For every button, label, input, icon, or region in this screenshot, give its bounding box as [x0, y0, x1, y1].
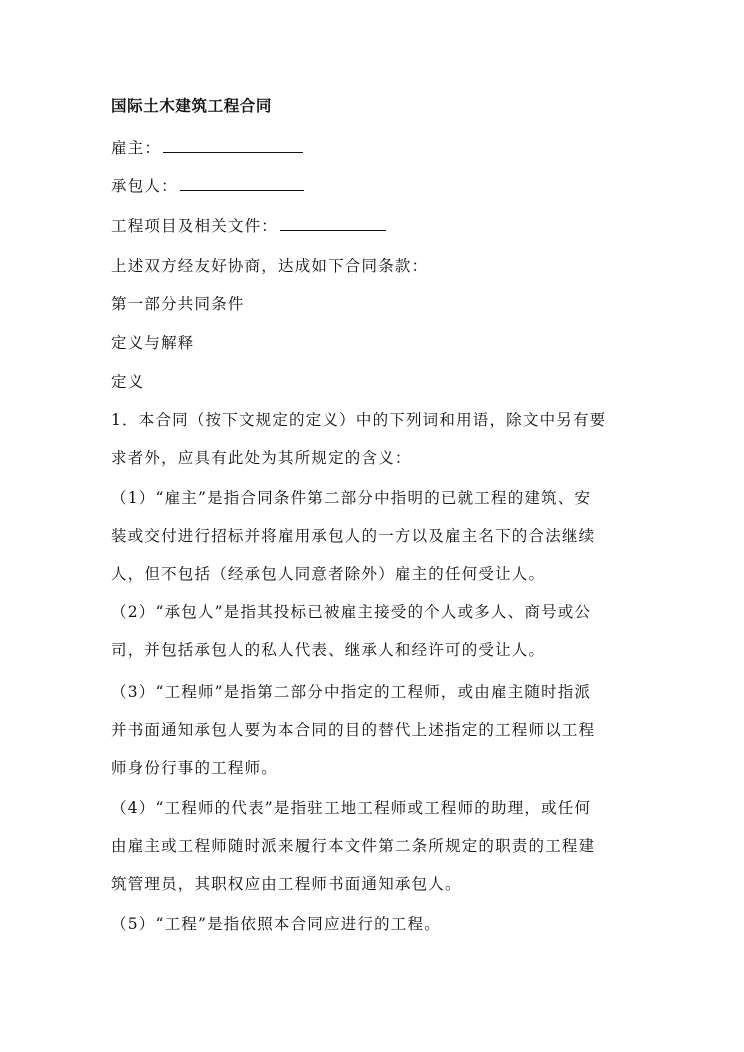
item-3-line: （3）“工程师”是指第二部分中指定的工程师，或由雇主随时指派 — [111, 683, 592, 701]
item-1-line: （1）“雇主”是指合同条件第二部分中指明的已就工程的建筑、安 — [111, 489, 592, 507]
preamble: 上述双方经友好协商，达成如下合同条款： — [111, 257, 429, 275]
item-2 — [111, 602, 641, 678]
part-heading: 第一部分共同条件 — [111, 295, 245, 313]
clause-1 — [111, 410, 641, 486]
item-5-line: （5）“工程”是指依照本合同应进行的工程。 — [111, 915, 441, 933]
contractor-blank — [180, 176, 304, 191]
item-3-line: 师身份行事的工程师。 — [111, 759, 279, 777]
item-4-line: （4）“工程师的代表”是指驻工地工程师或工程师的助理，或任何 — [111, 799, 592, 817]
contractor-field — [111, 176, 304, 196]
item-2-line: 司，并包括承包人的私人代表、继承人和经许可的受让人。 — [111, 641, 546, 659]
project-field — [111, 216, 386, 236]
clause-1-line: 1．本合同（按下文规定的定义）中的下列词和用语，除文中另有要 — [111, 411, 607, 429]
item-4-line: 筑管理员，其职权应由工程师书面通知承包人。 — [111, 875, 462, 893]
item-2-line: （2）“承包人”是指其投标已被雇主接受的个人或多人、商号或公 — [111, 603, 592, 621]
item-5 — [111, 914, 641, 952]
employer-field — [111, 138, 303, 158]
clause-1-line: 求者外，应具有此处为其所规定的含义： — [111, 449, 412, 467]
item-4-line: 由雇主或工程师随时派来履行本文件第二条所规定的职责的工程建 — [111, 837, 596, 855]
item-4 — [111, 798, 641, 912]
section-heading: 定义与解释 — [111, 334, 195, 352]
project-blank — [280, 216, 386, 231]
employer-blank — [163, 138, 303, 153]
item-1-line: 人，但不包括（经承包人同意者除外）雇主的任何受让人。 — [111, 565, 546, 583]
subsection-heading: 定义 — [111, 373, 145, 391]
item-3 — [111, 682, 641, 796]
contractor-label: 承包人： — [111, 177, 178, 195]
employer-label: 雇主： — [111, 139, 162, 157]
item-1-line: 装或交付进行招标并将雇用承包人的一方以及雇主名下的合法继续 — [111, 527, 596, 545]
item-1 — [111, 488, 641, 602]
document-title: 国际土木建筑工程合同 — [111, 96, 273, 115]
project-label: 工程项目及相关文件： — [111, 217, 279, 235]
item-3-line: 并书面通知承包人要为本合同的目的替代上述指定的工程师以工程 — [111, 721, 596, 739]
